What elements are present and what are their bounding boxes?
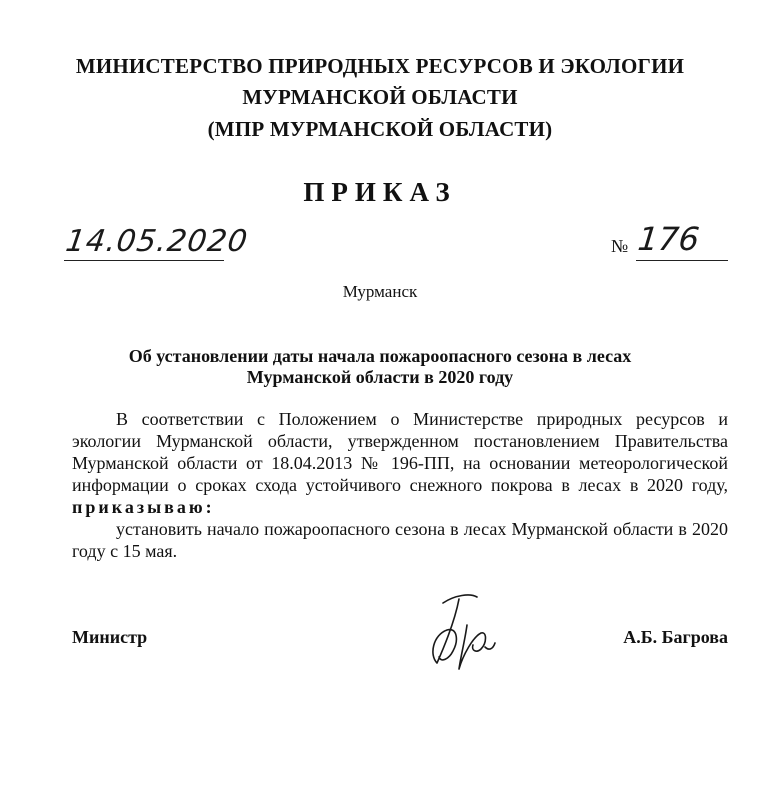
- handwritten-number: 176: [636, 220, 702, 258]
- number-label: №: [611, 236, 629, 256]
- order-word: приказываю:: [72, 497, 215, 517]
- body-paragraph-decision: установить начало пожароопасного сезона в лесах Мурманской области в 2020 году с 15 мая.: [72, 519, 728, 561]
- order-subject: [0, 346, 760, 388]
- handwritten-date: 14.05.2020: [63, 224, 251, 259]
- body-paragraph-preamble: [72, 408, 728, 518]
- signer-title: Министр: [72, 627, 148, 647]
- number-underline: [636, 260, 728, 261]
- subject-line-2: Мурманской области в 2020 году: [246, 367, 514, 387]
- org-name-line-2: МУРМАНСКОЙ ОБЛАСТИ: [242, 85, 518, 109]
- signature-icon: [415, 585, 515, 675]
- signer-name: А.Б. Багрова: [623, 627, 728, 647]
- order-body: [72, 408, 728, 562]
- org-name-line-3: (МПР МУРМАНСКОЙ ОБЛАСТИ): [207, 117, 553, 141]
- date-underline: [64, 260, 224, 261]
- preamble-text: В соответствии с Положением о Министерстве природных ресурсов и экологии Мурманской области, утвержденном постановлением Правительства Мурманской области от 18.04.2013 № 196-ПП, на основании метеорологической информации о сроках схода устойчивого снежного покрова в лесах в 2020 году,: [72, 409, 728, 495]
- subject-line-1: Об установлении даты начала пожароопасного сезона в лесах: [128, 346, 632, 366]
- city: Мурманск: [342, 282, 418, 301]
- org-name-line-1: МИНИСТЕРСТВО ПРИРОДНЫХ РЕСУРСОВ И ЭКОЛОГИИ: [75, 54, 685, 78]
- document-type-title: ПРИКАЗ: [303, 177, 457, 207]
